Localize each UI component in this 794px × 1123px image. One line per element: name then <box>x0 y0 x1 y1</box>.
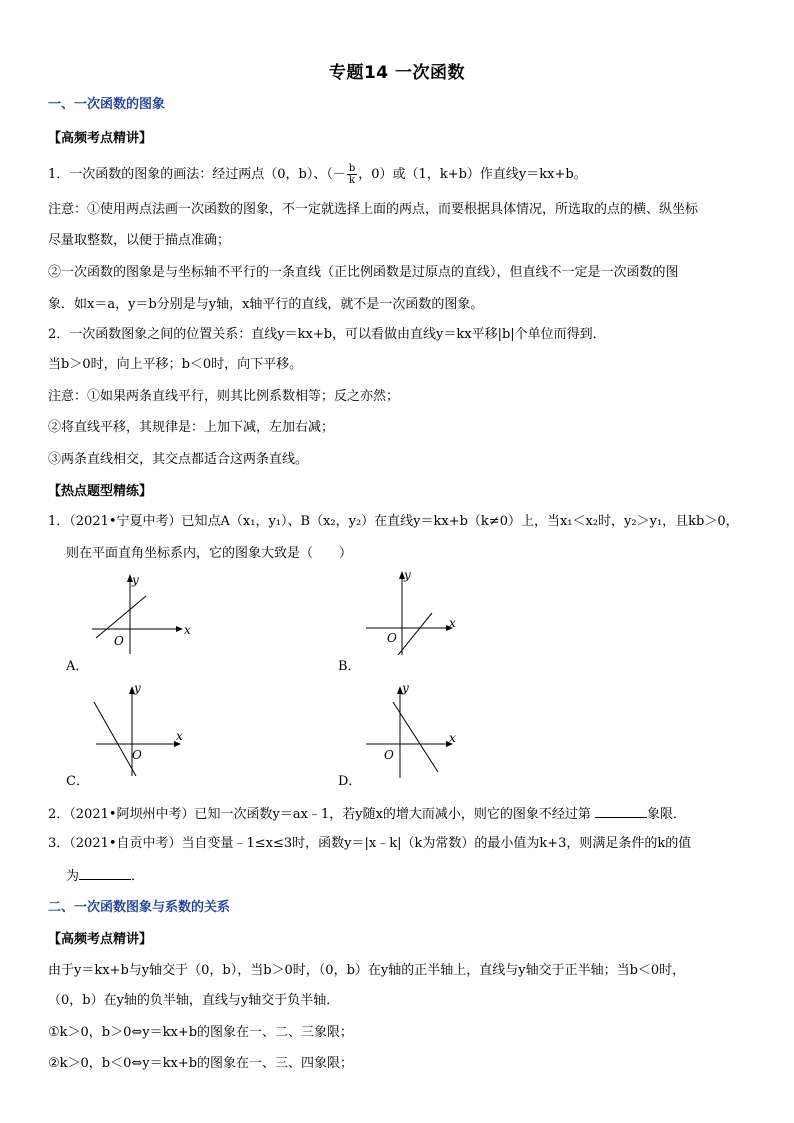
fraction-denominator: k <box>349 175 356 186</box>
graph-option-d <box>360 680 480 780</box>
section-2-item-2: ②k＞0，b＜0⇔y＝kx+b的图象在一、三、四象限； <box>48 1056 354 1071</box>
graph-b-origin-label: O <box>387 631 397 645</box>
question-2-answer-blank[interactable] <box>595 805 647 818</box>
question-3-answer-blank[interactable] <box>79 867 131 880</box>
section-heading-2: 二、一次函数图象与系数的关系 <box>48 900 231 915</box>
graph-a-y-label: y <box>132 573 139 587</box>
section-2-paragraph-line-2: （0，b）在y轴的负半轴，直线与y轴交于负半轴． <box>48 993 340 1008</box>
question-1-line-2: 则在平面直角坐标系内，它的图象大致是（ ） <box>66 546 353 561</box>
graph-c-x-label: x <box>176 729 183 743</box>
section-heading-1: 一、一次函数的图象 <box>48 97 166 112</box>
graph-a-origin-label: O <box>114 634 124 648</box>
fraction-numerator: b <box>348 163 356 174</box>
graph-c-origin-label: O <box>132 748 142 762</box>
note-2-line-1: ②一次函数的图象是与坐标轴不平行的一条直线（正比例函数是过原点的直线），但直线不一定是一次函数的图 <box>48 265 679 280</box>
graph-b-x-label: x <box>449 616 456 630</box>
section-2-item-1: ①k＞0，b＞0⇔y＝kx+b的图象在一、二、三象限； <box>48 1025 354 1040</box>
question-3-prefix: 为 <box>66 869 80 884</box>
note-3: 注意：①如果两条直线平行，则其比例系数相等；反之亦然； <box>48 389 400 404</box>
section-2-paragraph-line-1: 由于y＝kx+b与y轴交于（0，b），当b＞0时，（0，b）在y轴的正半轴上，直线与y轴交于正半轴；当b＜0时， <box>48 963 686 978</box>
sub-heading-key-points: 【高频考点精讲】 <box>48 131 153 146</box>
option-d-label[interactable]: D． <box>338 774 362 789</box>
paragraph-2: 2．一次函数图象之间的位置关系：直线y＝kx+b，可以看做由直线y＝kx平移|b|个单位而得到． <box>48 327 606 342</box>
option-b-label[interactable]: B． <box>338 659 361 674</box>
sub-heading-practice: 【热点题型精练】 <box>48 484 153 499</box>
question-3-suffix: ． <box>131 869 145 884</box>
page-title: 专题14 一次函数 <box>328 63 466 83</box>
graph-d-x-label: x <box>449 731 456 745</box>
paragraph-1 <box>48 163 587 186</box>
graph-c-y-label: y <box>134 681 141 695</box>
graph-option-a <box>84 568 204 658</box>
sub-heading-key-points-2: 【高频考点精讲】 <box>48 932 153 947</box>
paragraph-1-prefix: 1．一次函数的图象的画法：经过两点（0，b）、（－ <box>48 167 346 182</box>
note-1-line-1: 注意：①使用两点法画一次函数的图象，不一定就选择上面的两点，而要根据具体情况，所选取的点的横、纵坐标 <box>48 202 699 217</box>
question-2 <box>48 805 686 823</box>
graph-option-b <box>360 565 480 655</box>
option-a-label[interactable]: A． <box>66 659 89 674</box>
note-4: ②将直线平移，其规律是：上加下减，左加右减； <box>48 420 335 435</box>
note-1-line-2: 尽量取整数，以便于描点准确； <box>48 233 231 248</box>
paragraph-2-continued: 当b＞0时，向上平移；b＜0时，向下平移。 <box>48 357 303 372</box>
graph-d-origin-label: O <box>384 748 394 762</box>
question-3-line-1: 3．（2021•自贡中考）当自变量﹣1≤x≤3时，函数y＝|x﹣k|（k为常数）的最小值为k+3，则满足条件的k的值 <box>48 836 692 851</box>
option-c-label[interactable]: C． <box>66 774 89 789</box>
graph-a-x-label: x <box>184 623 191 637</box>
paragraph-1-suffix: ，0）或（1，k+b）作直线y＝kx+b。 <box>358 167 587 182</box>
question-2-suffix: 象限． <box>647 807 687 822</box>
question-2-text: 2．（2021•阿坝州中考）已知一次函数y＝ax﹣1，若y随x的增大而减小，则它的图象不经过第 <box>48 807 591 822</box>
question-1-line-1: 1．（2021•宁夏中考）已知点A（x₁，y₁）、B（x₂，y₂）在直线y＝kx+b（k≠0）上，当x₁＜x₂时，y₂＞y₁，且kb＞0， <box>48 514 739 529</box>
fraction-b-over-k <box>347 163 357 186</box>
graph-d-y-label: y <box>402 681 409 695</box>
graph-option-c <box>88 680 208 780</box>
note-2-line-2: 象．如x＝a，y＝b分别是与y轴，x轴平行的直线，就不是一次函数的图象。 <box>48 297 484 312</box>
graph-b-y-label: y <box>404 568 411 582</box>
note-5: ③两条直线相交，其交点都适合这两条直线。 <box>48 452 309 467</box>
question-3-line-2 <box>66 867 144 885</box>
